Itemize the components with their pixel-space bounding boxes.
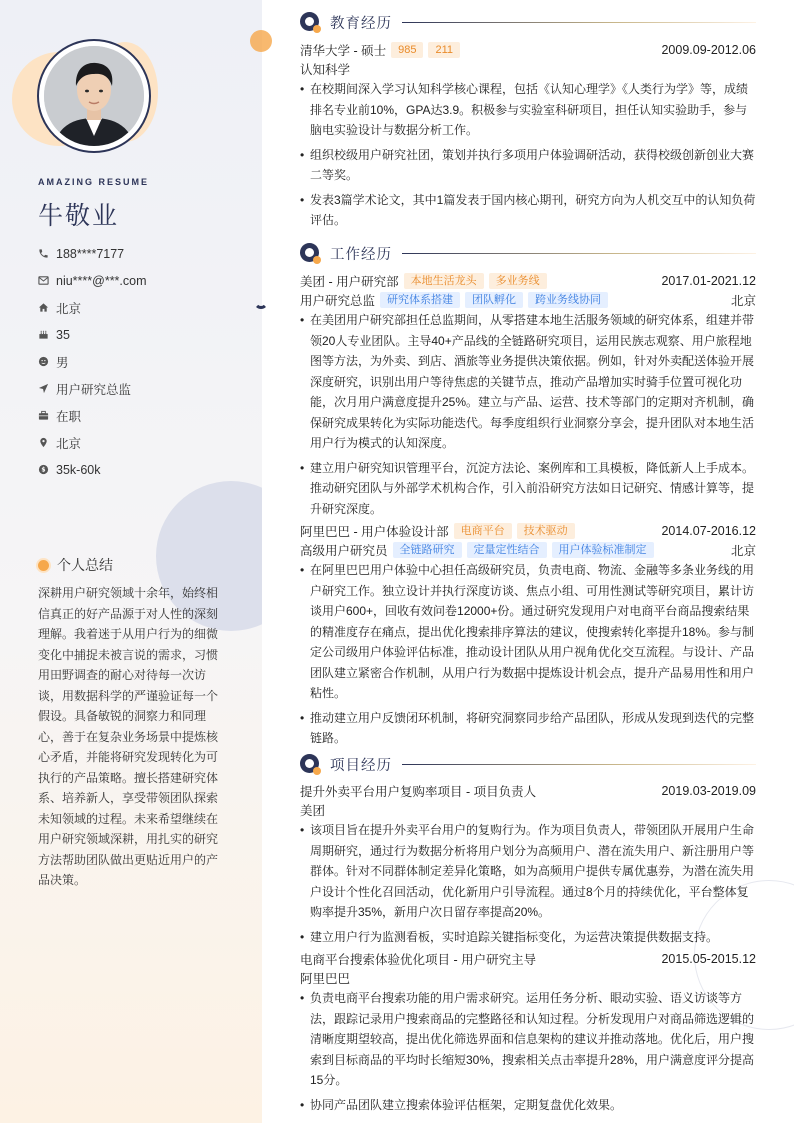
role-tag: 跨业务线协同 <box>528 292 608 308</box>
bullet-dot-icon <box>38 560 49 571</box>
avatar-frame <box>37 39 151 153</box>
project-entry <box>300 781 756 947</box>
section-divider <box>402 253 756 254</box>
section-title: 教育经历 <box>330 15 392 32</box>
company-name: 美团 - 用户研究部 <box>300 274 399 289</box>
project-date: 2019.03-2019.09 <box>661 783 756 798</box>
job-date: 2014.07-2016.12 <box>661 523 756 538</box>
info-location <box>38 429 147 456</box>
resume-tagline: AMAZING RESUME <box>38 177 149 187</box>
job-city: 北京 <box>730 543 756 558</box>
job-role: 用户研究总监 <box>300 293 376 308</box>
section-divider <box>402 22 756 23</box>
info-gender <box>38 348 147 375</box>
sidebar <box>0 0 262 1123</box>
info-salary <box>38 456 147 483</box>
info-home <box>38 294 147 321</box>
info-status <box>38 402 147 429</box>
section-icon <box>300 243 321 264</box>
section-divider <box>402 764 756 765</box>
decor-arc <box>254 295 268 309</box>
work-section <box>300 242 756 753</box>
project-name: 电商平台搜索体验优化项目 - 用户研究主导 <box>300 952 537 967</box>
info-text: 北京 <box>56 436 82 451</box>
info-text: niu****@***.com <box>56 273 147 288</box>
list-item: • 建立用户研究知识管理平台，沉淀方法论、案例库和工具模板，降低新人上手成本。推动研究团队与外部学术机构合作，引入前沿研究方法如日记研究、情感计算等，提升研究深度。 <box>300 458 756 520</box>
education-header-row <box>300 40 756 59</box>
major: 认知科学 <box>300 62 351 77</box>
section-icon <box>300 12 321 33</box>
role-tag: 全链路研究 <box>393 542 462 558</box>
summary-title-text: 个人总结 <box>57 557 113 573</box>
project-org-row <box>300 968 756 987</box>
project-date: 2015.05-2015.12 <box>661 951 756 966</box>
list-item: • 该项目旨在提升外卖平台用户的复购行为。作为项目负责人，带领团队开展用户生命周期研究，通过行为数据分析将用户划分为高频用户、潜在流失用户、新注册用户等群体。针对不同群体制定差异化策略，如为高频用户提供专属优惠券，为潜在流失用户设计个性化召回活动，优化新用户引导流程。通过8个月的持续优化，平台整体复购率提升35%，新用户次日留存率提高20%。 <box>300 820 756 923</box>
job-bullets <box>300 560 756 749</box>
job-entry <box>300 521 756 749</box>
role-tag: 团队孵化 <box>465 292 523 308</box>
list-item: • 在阿里巴巴用户体验中心担任高级研究员，负责电商、物流、金融等多条业务线的用户研究工作。独立设计并执行深度访谈、焦点小组、可用性测试等研究项目，累计访谈用户600+，回收有效问卷12000+份。通过研究发现用户对电商平台商品搜索结果的精准度存在痛点，提出优化搜索排序算法的建议，使搜索转化率提升18%。参与制定公司级用户体验评估标准，推动设计团队从用户视角优化交互流程。与设计、产品团队建立紧密合作机制，从用户行为数据中提炼设计机会点，提升产品易用性和用户粘性。 <box>300 560 756 704</box>
project-org: 美团 <box>300 803 326 818</box>
job-header-row <box>300 521 756 540</box>
project-header-row <box>300 949 756 968</box>
info-position <box>38 375 147 402</box>
projects-section <box>300 753 756 1119</box>
list-item: • 协同产品团队建立搜索体验评估框架，定期复盘优化效果。 <box>300 1095 756 1116</box>
job-entry <box>300 271 756 519</box>
job-city: 北京 <box>730 293 756 308</box>
section-header <box>300 753 756 775</box>
education-section <box>300 11 756 235</box>
section-icon <box>300 754 321 775</box>
info-age <box>38 321 147 348</box>
decor-circle <box>250 30 272 52</box>
project-header-row <box>300 781 756 800</box>
phone-icon <box>38 248 56 259</box>
company-tag: 本地生活龙头 <box>404 273 484 289</box>
list-item: • 组织校级用户研究社团，策划并执行多项用户体验调研活动，获得校级创新创业大赛二等奖。 <box>300 145 756 186</box>
project-name: 提升外卖平台用户复购率项目 - 项目负责人 <box>300 784 537 799</box>
list-item: • 发表3篇学术论文，其中1篇发表于国内核心期刊，研究方向为人机交互中的认知负荷评估。 <box>300 190 756 231</box>
location-pin-icon <box>38 437 56 448</box>
school-tag: 985 <box>391 42 423 58</box>
job-role-row <box>300 540 756 559</box>
list-item: • 负责电商平台搜索功能的用户需求研究。运用任务分析、眼动实验、语义访谈等方法，跟踪记录用户搜索商品的完整路径和认知过程。分析发现用户对商品筛选逻辑的清晰度期望较高，提出优化筛选界面和信息架构的建议并推动落地。优化后，用户搜索到目标商品的平均时长缩短30%，搜索相关点击率提升28%，用户满意度评分提高15分。 <box>300 988 756 1091</box>
list-item: • 在校期间深入学习认知科学核心课程，包括《认知心理学》《人类行为学》等，成绩排名专业前10%，GPA达3.9。积极参与实验室科研项目，担任认知实验助手，参与脑电实验设计与数据分析工作。 <box>300 79 756 141</box>
project-org: 阿里巴巴 <box>300 971 351 986</box>
candidate-name: 牛敬业 <box>38 202 120 230</box>
gender-icon <box>38 356 56 367</box>
salary-icon <box>38 464 56 475</box>
education-bullets <box>300 79 756 231</box>
cake-icon <box>38 329 56 340</box>
avatar <box>44 46 144 146</box>
company-tag: 技术驱动 <box>517 523 575 539</box>
role-tag: 用户体验标准制定 <box>552 542 654 558</box>
avatar-portrait-icon <box>44 46 144 146</box>
project-org-row <box>300 800 756 819</box>
info-email <box>38 267 147 294</box>
section-header <box>300 11 756 33</box>
project-bullets <box>300 820 756 947</box>
mail-icon <box>38 275 56 286</box>
school-tag: 211 <box>428 42 460 58</box>
info-phone <box>38 240 147 267</box>
info-text: 35k-60k <box>56 462 101 477</box>
info-text: 188****7177 <box>56 246 125 261</box>
project-bullets <box>300 988 756 1115</box>
summary-text: 深耕用户研究领域十余年，始终相信真正的好产品源于对人性的深刻理解。我着迷于从用户行为的细微变化中捕捉未被言说的需求，习惯用田野调查的耐心对待每一次访谈，用数据科学的严谨验证每一个假设。具备敏锐的洞察力和同理心，善于在复杂业务场景中提炼核心矛盾，并能将研究发现转化为可执行的产品策略。擅长搭建研究体系、培养新人，享受带领团队探索未知领域的过程。未来希望继续在用户研究领域深耕，用扎实的研究方法帮助团队做出更贴近用户的产品决策。 <box>38 586 219 887</box>
info-text: 北京 <box>56 301 82 316</box>
company-name: 阿里巴巴 - 用户体验设计部 <box>300 524 449 539</box>
company-tag: 电商平台 <box>454 523 512 539</box>
section-title: 项目经历 <box>330 757 392 774</box>
send-icon <box>38 383 56 394</box>
job-role: 高级用户研究员 <box>300 543 388 558</box>
main-content <box>262 0 794 1123</box>
home-icon <box>38 302 56 313</box>
job-date: 2017.01-2021.12 <box>661 273 756 288</box>
list-item: • 推动建立用户反馈闭环机制，将研究洞察同步给产品团队，形成从发现到迭代的完整链路。 <box>300 708 756 749</box>
info-text: 在职 <box>56 409 82 424</box>
job-header-row <box>300 271 756 290</box>
summary-heading <box>38 555 113 575</box>
svg-text:$: $ <box>41 466 46 474</box>
briefcase-icon <box>38 410 56 421</box>
company-tag: 多业务线 <box>489 273 547 289</box>
role-tag: 研究体系搭建 <box>380 292 460 308</box>
education-date: 2009.09-2012.06 <box>661 42 756 57</box>
job-bullets <box>300 310 756 519</box>
education-major-row <box>300 59 756 78</box>
list-item: • 在美团用户研究部担任总监期间，从零搭建本地生活服务领域的研究体系，组建并带领20人专业团队。主导40+产品线的全链路研究项目，运用民族志观察、用户旅程地图等方法，为外卖、到店、酒旅等业务提供决策依据。例如，针对外卖配送体验开展深度研究，识别出用户等待焦虑的关键节点，推动产品增加实时骑手位置可视化功能，次月用户满意度提升25%。建立与产品、运营、技术等部门的定期对齐机制，确保研究成果转化为实际功能迭代。每季度组织行业洞察分享会，提升团队对本地生活用户行为模式的认知深度。 <box>300 310 756 454</box>
section-header <box>300 242 756 264</box>
project-entry <box>300 949 756 1115</box>
info-text: 用户研究总监 <box>56 382 132 397</box>
school-name: 清华大学 - 硕士 <box>300 43 387 58</box>
list-item: • 建立用户行为监测看板，实时追踪关键指标变化，为运营决策提供数据支持。 <box>300 927 756 948</box>
role-tag: 定量定性结合 <box>467 542 547 558</box>
job-role-row <box>300 290 756 309</box>
info-text: 男 <box>56 355 69 370</box>
section-title: 工作经历 <box>330 246 392 263</box>
info-text: 35 <box>56 327 70 342</box>
contact-info-list <box>38 240 147 483</box>
